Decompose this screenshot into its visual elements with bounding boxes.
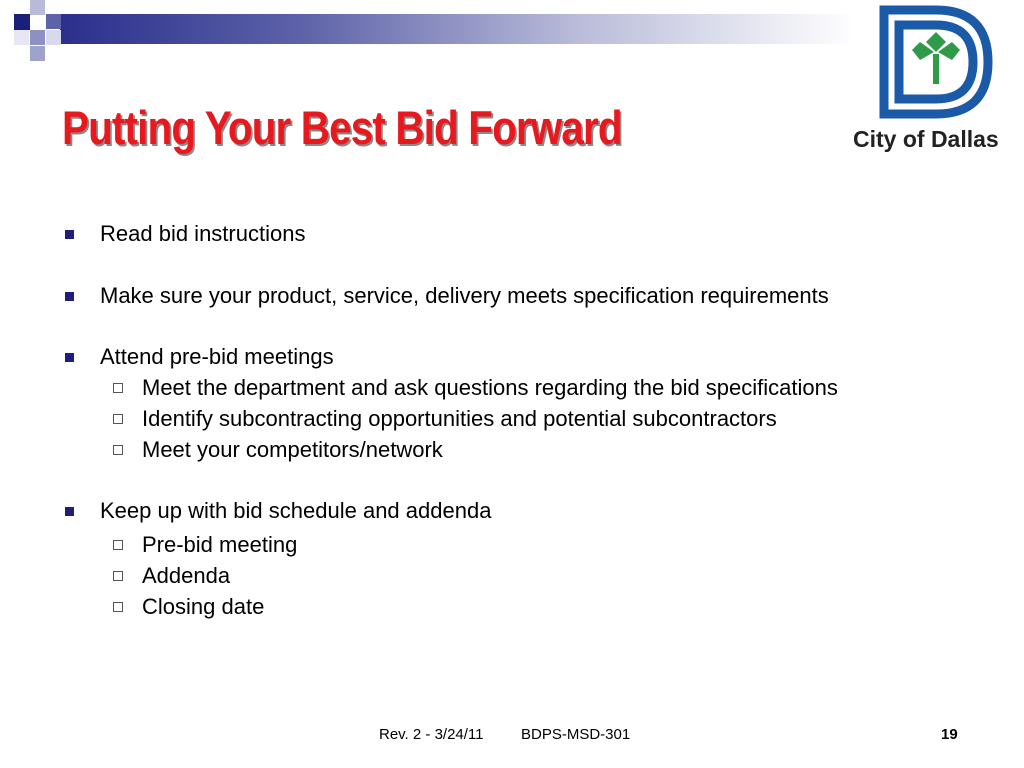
footer-doc-id: BDPS-MSD-301 — [521, 726, 631, 743]
footer-revision: Rev. 2 - 3/24/11 — [379, 726, 484, 743]
sub-bullet-text: Identify subcontracting opportunities and potential subcontractors — [142, 406, 777, 431]
sub-bullet-item — [113, 435, 443, 465]
bullet-item — [62, 496, 491, 526]
header-square-4 — [30, 30, 45, 45]
hollow-square-bullet-icon — [113, 571, 123, 581]
header-square-7 — [14, 30, 29, 45]
header-square-6 — [30, 46, 45, 61]
hollow-square-bullet-icon — [113, 602, 123, 612]
bullet-text: Read bid instructions — [100, 221, 306, 246]
header-gradient-band — [60, 14, 855, 44]
square-bullet-icon — [65, 230, 74, 239]
sub-bullet-item — [113, 404, 777, 434]
bullet-text: Make sure your product, service, delivery meets specification requirements — [100, 283, 829, 308]
header-square-5 — [46, 30, 61, 45]
bullet-item — [62, 219, 305, 249]
square-bullet-icon — [65, 292, 74, 301]
header-square-1 — [14, 14, 30, 30]
slide-title: Putting Your Best Bid Forward — [62, 101, 622, 154]
header-square-3 — [46, 14, 61, 29]
square-bullet-icon — [65, 353, 74, 362]
hollow-square-bullet-icon — [113, 383, 123, 393]
sub-bullet-text: Meet your competitors/network — [142, 437, 443, 462]
sub-bullet-text: Pre-bid meeting — [142, 532, 298, 557]
logo-text: City of Dallas — [853, 126, 999, 152]
sub-bullet-item — [113, 530, 297, 560]
sub-bullet-text: Addenda — [142, 563, 231, 588]
sub-bullet-item — [113, 561, 230, 591]
page-number: 19 — [941, 726, 958, 743]
bullet-text: Attend pre-bid meetings — [100, 344, 334, 369]
sub-bullet-item — [113, 592, 264, 622]
sub-bullet-text: Closing date — [142, 594, 265, 619]
hollow-square-bullet-icon — [113, 540, 123, 550]
sub-bullet-item — [113, 373, 838, 403]
header-square-2 — [30, 0, 45, 15]
tree-icon — [912, 32, 960, 84]
bullet-text: Keep up with bid schedule and addenda — [100, 498, 492, 523]
square-bullet-icon — [65, 507, 74, 516]
bullet-item — [62, 281, 829, 311]
hollow-square-bullet-icon — [113, 445, 123, 455]
hollow-square-bullet-icon — [113, 414, 123, 424]
bullet-item — [62, 342, 334, 372]
sub-bullet-text: Meet the department and ask questions regarding the bid specifications — [142, 375, 838, 400]
